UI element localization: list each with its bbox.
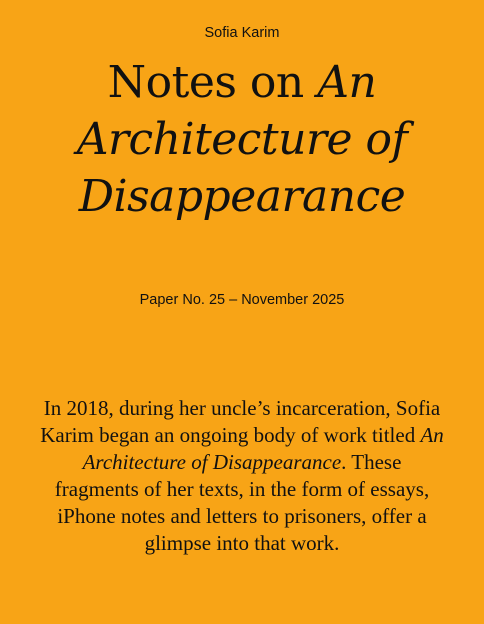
page-title (0, 54, 484, 225)
abstract-italic-title: An Architecture of Disappearance (82, 423, 444, 474)
title-line-1 (0, 54, 484, 111)
title-italic-1: An (317, 57, 377, 108)
title-italic-3: Disappearance (78, 171, 406, 222)
paper-meta: Paper No. 25 – November 2025 (139, 292, 345, 308)
title-line-3 (0, 168, 484, 225)
title-prefix: Notes on (107, 57, 318, 108)
abstract-before: In 2018, during her uncle’s incarceration, Sofia Karim began an ongoing body of work titled (40, 396, 441, 447)
title-italic-2: Architecture of (76, 114, 408, 165)
abstract-after: . These fragments of her texts, in the form of essays, iPhone notes and letters to prisoners, offer a glimpse into that work. (54, 450, 430, 555)
title-line-2 (0, 111, 484, 168)
author-name: Sofia Karim (204, 25, 280, 41)
abstract-text (38, 395, 446, 557)
